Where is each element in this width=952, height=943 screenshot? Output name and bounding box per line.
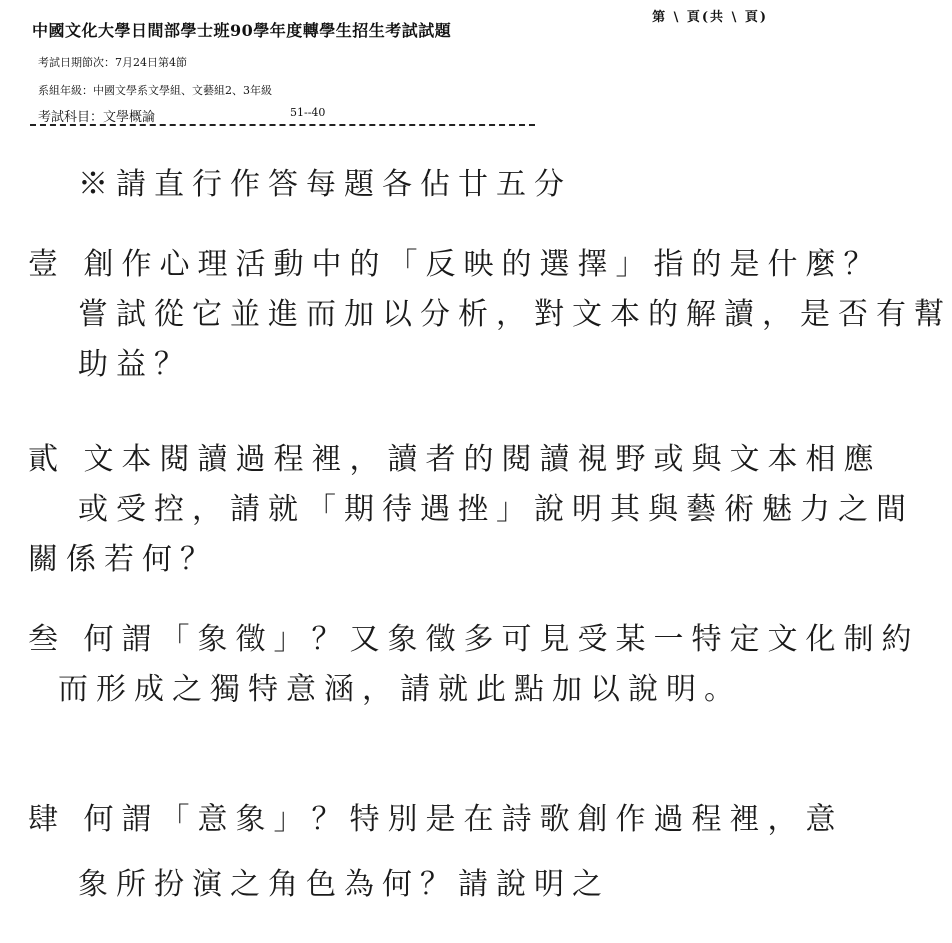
page-marker: 第 \ 頁(共 \ 頁) bbox=[652, 10, 768, 25]
question-1-line-3: 助益？ bbox=[78, 347, 192, 382]
subject-code: 51--40 bbox=[290, 106, 326, 119]
question-3-line-2: 而形成之獨特意涵，請就此點加以說明。 bbox=[58, 672, 742, 707]
question-1-line-2: 嘗試從它並進而加以分析，對文本的解讀，是否有幫 bbox=[78, 297, 952, 332]
question-4-line-1: 肆 何謂「意象」？特別是在詩歌創作過程裡，意 bbox=[28, 802, 844, 837]
handwritten-questions bbox=[28, 150, 952, 930]
question-3-line-1: 叁 何謂「象徵」？又象徵多可見受某一特定文化制約 bbox=[28, 622, 920, 657]
exam-header bbox=[0, 0, 796, 140]
subject-line: 考試科目：文學概論 bbox=[38, 110, 156, 125]
question-2-line-1: 貳 文本閱讀過程裡，讀者的閱讀視野或與文本相應 bbox=[28, 442, 882, 477]
instruction-line: ※請直行作答每題各佔廿五分 bbox=[78, 167, 572, 202]
question-2-line-2: 或受控，請就「期待遇挫」說明其與藝術魅力之間 bbox=[78, 492, 914, 527]
question-1-line-1: 壹 創作心理活動中的「反映的選擇」指的是什麼？ bbox=[28, 247, 882, 282]
dashed-divider bbox=[30, 124, 535, 126]
department-line: 系組年級：中國文學系文學組、文藝組2、3年級 bbox=[38, 84, 272, 97]
question-2-line-3: 關係若何？ bbox=[28, 542, 218, 577]
exam-date: 考試日期節次：7月24日第4節 bbox=[38, 56, 187, 69]
exam-title: 中國文化大學日間部學士班90學年度轉學生招生考試試題 bbox=[32, 21, 452, 40]
question-4-line-2: 象所扮演之角色為何？請說明之 bbox=[78, 867, 610, 902]
